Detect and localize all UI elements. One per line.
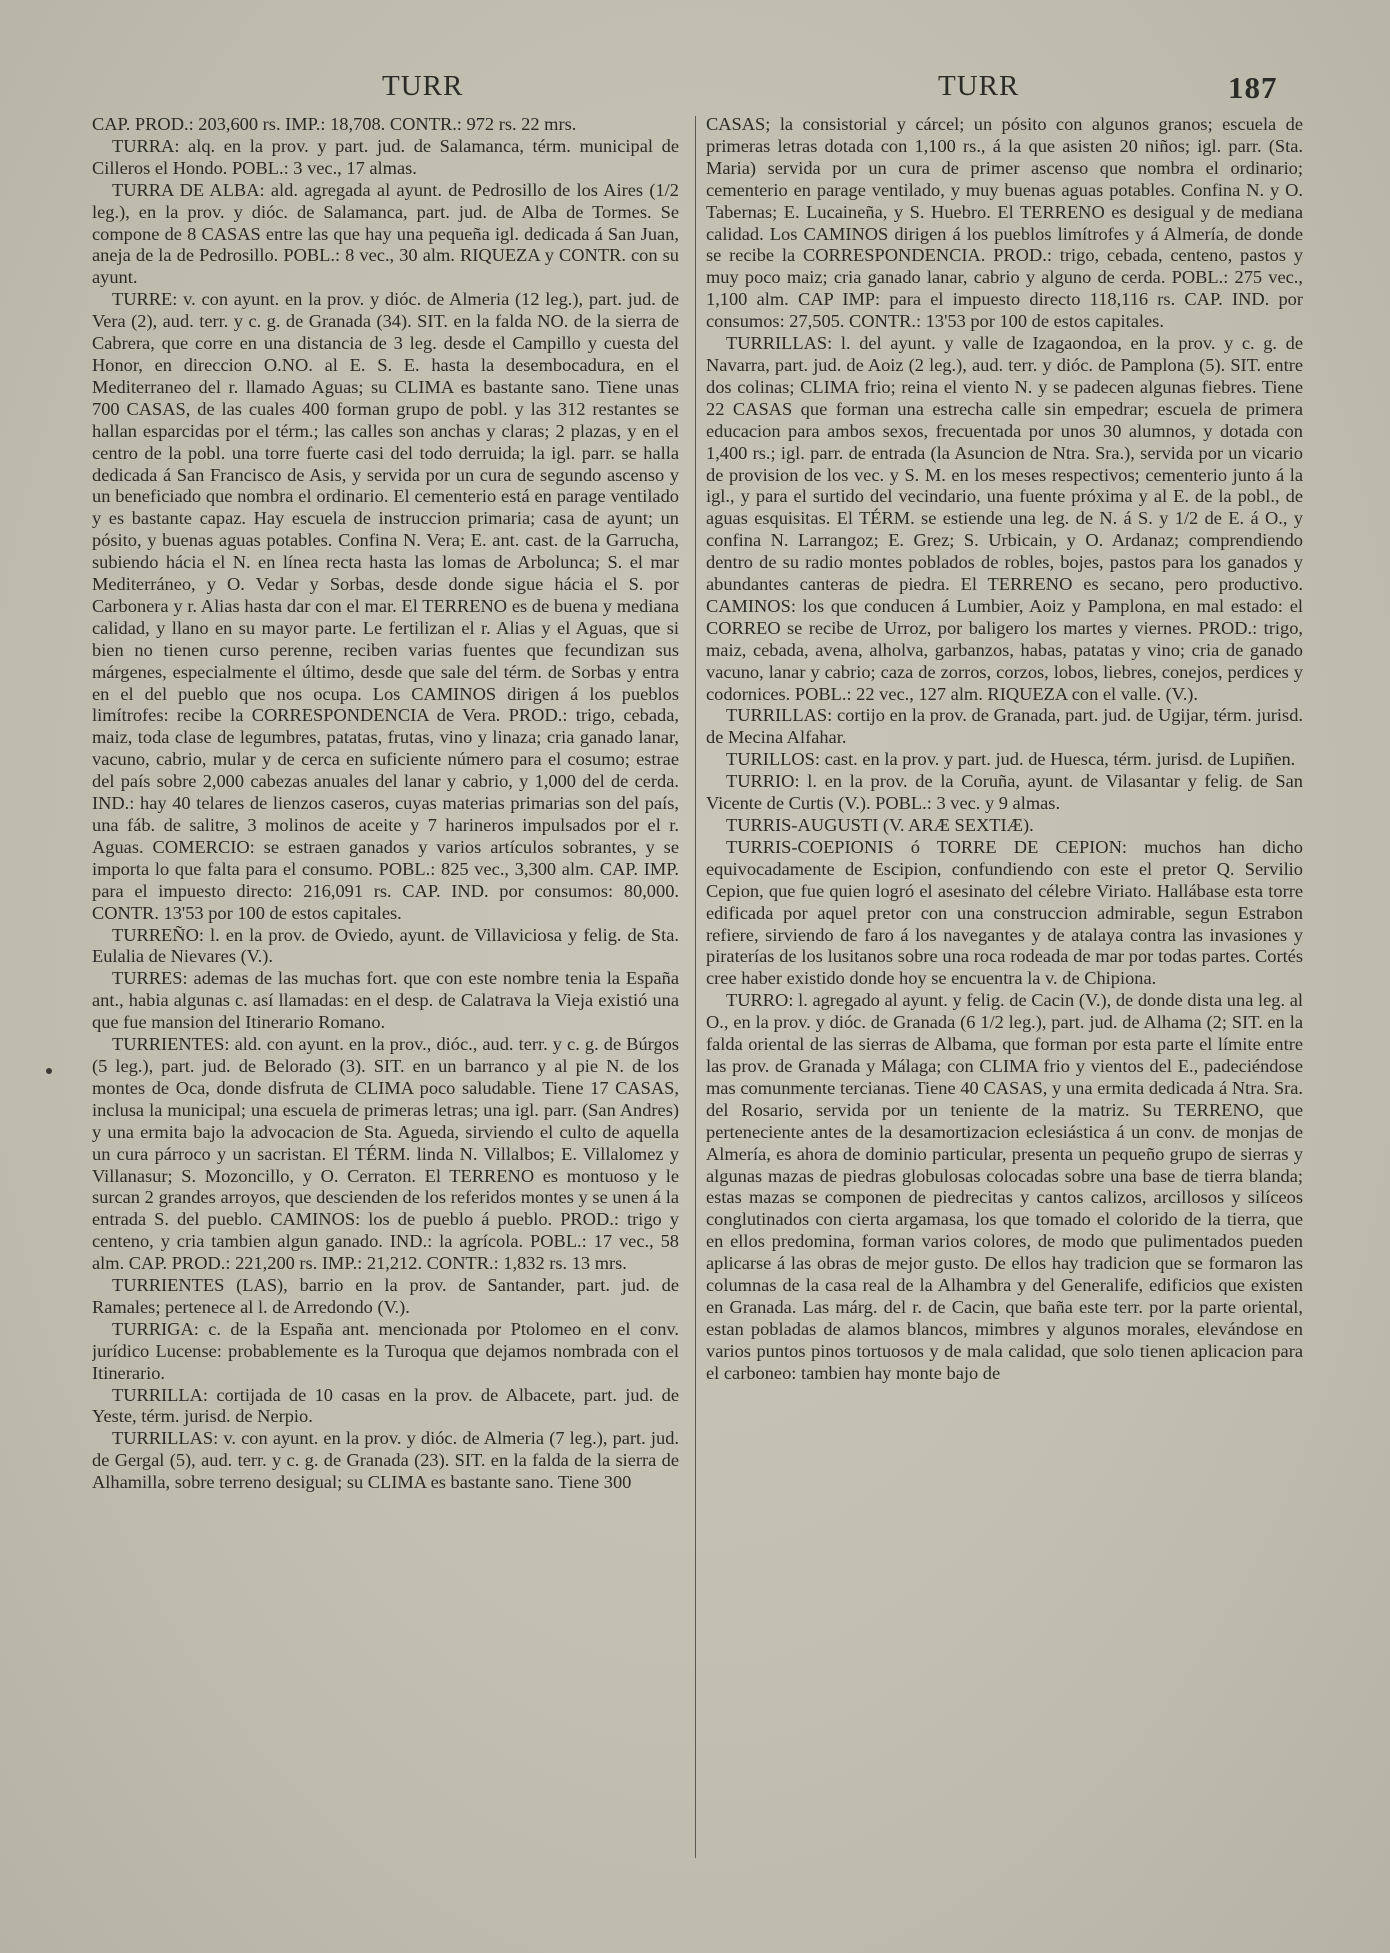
page-number: 187 (1228, 70, 1278, 105)
column-divider (695, 116, 696, 1858)
entry-turre: TURRE: v. con ayunt. en la prov. y dióc. de Almeria (12 leg.), part. jud. de Vera (2), aud. terr. y c. g. de Granada (34). SIT. en la falda NO. de la sierra de Cabrera, que corre en una distancia de 3 leg. desde el Campillo y cuesta del Honor, en direccion O.NO. al E. S. E. hasta la desembocadura, en el Mediterraneo del r. llamado Aguas; su CLIMA es bastante sano. Tiene unas 700 CASAS, de las cuales 400 forman grupo de pobl. y las 312 restantes se hallan esparcidas por el térm.; las calles son anchas y claras; 2 plazas, y en el centro de la pobl. una torre fuerte casi del todo derruida; la igl. parr. se halla dedicada á San Francisco de Asis, y servida por un cura de segundo ascenso y un beneficiado que nombra el ordinario. El cementerio está en parage ventilado y es bastante capaz. Hay escuela de instruccion primaria; casa de ayunt; un pósito, y buenas aguas potables. Confina N. Vera; E. ant. cast. de la Garrucha, subiendo hácia el N. en línea recta hasta las lomas de Arbolunca; S. el mar Mediterráneo, y O. Vedar y Sorbas, desde donde sigue hácia el S. por Carbonera y r. Alias hasta dar con el mar. El TERRENO es de buena y mediana calidad, y llano en su mayor parte. Le fertilizan el r. Alias y el Aguas, que si bien no tienen curso perenne, reciben varias fuentes que fecundizan sus márgenes, especialmente el último, desde que sale del térm. de Sorbas y entra en el del pueblo que nos ocupa. Los CAMINOS dirigen á los pueblos limítrofes: recibe la CORRESPONDENCIA de Vera. PROD.: trigo, cebada, maiz, toda clase de legumbres, patatas, frutas, vino y linaza; cria ganado lanar, vacuno, cabrio, mular y de cerca en suficiente número para el cosumo; estrae del país sobre 2,000 cabezas anuales del lanar y cabrio, y 1,000 del de cerda. IND.: hay 40 telares de lienzos caseros, cuyas materias primarias son del país, una fáb. de salitre, 3 molinos de aceite y 7 harineros impulsados por el r. Aguas. COMERCIO: se estraen ganados y varios artículos sobrantes, y se importa lo que falta para el consumo. POBL.: 825 vec., 3,300 alm. CAP. IMP. para el impuesto directo: 216,091 rs. CAP. IND. por consumos: 80,000. CONTR. 13'53 por 100 de estos capitales. (92, 289, 679, 923)
right-column (706, 114, 1303, 1864)
entry-turrientes-las: TURRIENTES (LAS), barrio en la prov. de Santander, part. jud. de Ramales; pertenece al l. de Arredondo (V.). (92, 1275, 679, 1317)
entry-turrillas-granada: TURRILLAS: cortijo en la prov. de Granada, part. jud. de Ugijar, térm. jurisd. de Mecina Alfahar. (706, 705, 1303, 748)
entry-continuation: CASAS; la consistorial y cárcel; un pósito con algunos granos; escuela de primeras letras dotada con 1,100 rs., á la que asisten 20 niños; igl. parr. (Sta. Maria) servida por un cura de primer ascenso que nombra el ordinario; cementerio en parage ventilado, y muy buenas aguas potables. Confina N. y O. Tabernas; E. Lucaineña, y S. Huebro. El TERRENO es desigual y de mediana calidad. Los CAMINOS dirigen á los pueblos limítrofes y á Almería, de donde se recibe la CORRESPONDENCIA. PROD.: trigo, cebada, centeno, pastos y muy poco maiz; cria ganado lanar, cabrio y alguno de cerda. POBL.: 275 vec., 1,100 alm. CAP IMP: para el impuesto directo 118,116 rs. CAP. IND. por consumos: 27,505. CONTR.: 13'53 por 100 de estos capitales. (706, 114, 1303, 332)
entry-turillos: TURILLOS: cast. en la prov. y part. jud. de Huesca, térm. jurisd. de Lupiñen. (726, 749, 1296, 770)
entry-continuation: CAP. PROD.: 203,600 rs. IMP.: 18,708. CONTR.: 972 rs. 22 mrs. (92, 114, 577, 134)
running-head (0, 70, 1390, 110)
entry-turrillas-navarra: TURRILLAS: l. del ayunt. y valle de Izagaondoa, en la prov. y c. g. de Navarra, part. jud. de Aoiz (2 leg.), aud. terr. y dióc. de Pamplona (5). SIT. entre dos colinas; CLIMA frio; reina el viento N. y se padecen algunas fiebres. Tiene 22 CASAS que forman una estrecha calle sin empedrar; escuela de primera educacion para ambos sexos, frecuentada por unos 30 alumnos, y dotada con 1,400 rs.; igl. parr. de entrada (la Asuncion de Ntra. Sra.), servida por un vicario de provision de los vec. y S. M. en los meses respectivos; cementerio junto á la igl., y para el surtido del vecindario, una fuente próxima y al E. de la pobl., de aguas esquisitas. El TÉRM. se estiende una leg. de N. á S. y 1/2 de E. á O., y confina N. Larrangoz; E. Grez; S. Urbicain, y O. Ardanaz; comprendiendo dentro de su radio montes poblados de robles, bojes, pastos para los ganados y abundantes canteras de piedra. El TERRENO es secano, pero productivo. CAMINOS: los que conducen á Lumbier, Aoiz y Pamplona, en mal estado: el CORREO se recibe de Urroz, por baligero los martes y viernes. PROD.: trigo, maiz, cebada, avena, alholva, garbanzos, habas, patatas y vino; cria de ganado vacuno, lanar y cabrio; caza de zorros, corzos, lobos, liebres, conejos, perdices y codornices. POBL.: 22 vec., 127 alm. RIQUEZA con el valle. (V.). (706, 333, 1303, 704)
entry-turris-coepionis: TURRIS-COEPIONIS ó TORRE DE CEPION: muchos han dicho equivocadamente de Escipion, confundiendo con este el pretor Q. Servilio Cepion, que fue quien logró el asesinato del célebre Viriato. Hallábase esta torre edificada por aquel pretor con una construccion admirable, segun Estrabon refiere, sirviendo de faro á los navegantes y de atalaya contra las invasiones y piraterías de los lusitanos sobre una roca rodeada de mar por todas partes. Cortés cree haber existido donde hoy se encuentra la v. de Chipiona. (706, 836, 1303, 989)
entry-turris-augusti: TURRIS-AUGUSTI (V. ARÆ SEXTIÆ). (726, 815, 1034, 835)
entry-turrio: TURRIO: l. en la prov. de la Coruña, ayunt. de Vilasantar y felig. de San Vicente de Curtis (V.). POBL.: 3 vec. y 9 almas. (706, 771, 1303, 814)
entry-turra: TURRA: alq. en la prov. y part. jud. de Salamanca, térm. municipal de Cilleros el Hondo. POBL.: 3 vec., 17 almas. (92, 135, 679, 178)
entry-turrientes: TURRIENTES: ald. con ayunt. en la prov., dióc., aud. terr. y c. g. de Búrgos (5 leg.), part. jud. de Belorado (3). SIT. en un barranco y al pie N. de los montes de Oca, donde disfruta de CLIMA poco saludable. Tiene 17 CASAS, inclusa la municipal; una escuela de primeras letras; una igl. parr. (San Andres) y una ermita bajo la advocacion de Sta. Agueda, sirviendo el culto de aquella un cura párroco y un sacristan. El TÉRM. linda N. Villalbos; E. Villalomez y Villanasur; S. Mozoncillo, y O. Cerraton. El TERRENO es montuoso y le surcan 2 grandes arroyos, que descienden de los referidos montes y se unen á la entrada S. del pueblo. CAMINOS: los de pueblo á pueblo. PROD.: trigo y centeno, y cria tambien algun ganado. IND.: la agrícola. POBL.: 17 vec., 58 alm. CAP. PROD.: 221,200 rs. IMP.: 21,212. CONTR.: 1,832 rs. 13 mrs. (92, 1034, 679, 1274)
entry-turreno: TURREÑO: l. en la prov. de Oviedo, ayunt. de Villaviciosa y felig. de Sta. Eulalia de Nievares (V.). (92, 924, 679, 967)
entry-turrillas-almeria: TURRILLAS: v. con ayunt. en la prov. y dióc. de Almeria (7 leg.), part. jud. de Gergal (5), aud. terr. y c. g. de Granada (23). SIT. en la falda de la sierra de Alhamilla, sobre terreno desigual; su CLIMA es bastante sano. Tiene 300 (92, 1428, 679, 1493)
running-head-right: TURR (938, 70, 1020, 102)
entry-turriga: TURRIGA: c. de la España ant. mencionada por Ptolomeo en el conv. jurídico Lucense: probablemente es la Turoqua que dejamos nombrada con el Itinerario. (92, 1318, 679, 1383)
left-column (92, 114, 679, 1864)
entry-turres: TURRES: ademas de las muchas fort. que con este nombre tenia la España ant., habia algunas c. así llamadas: en el desp. de Calatrava la Vieja existió una que fue mansion del Itinerario Romano. (92, 968, 679, 1033)
entry-turro: TURRO: l. agregado al ayunt. y felig. de Cacin (V.), de donde dista una leg. al O., en la prov. y dióc. de Granada (6 1/2 leg.), part. jud. de Alhama (2; SIT. en la falda oriental de las sierras de Albama, que forman por esta parte el límite entre las prov. de Granada y Málaga; con CLIMA frio y vientos del E., padeciéndose mas comunmente tercianas. Tiene 40 CASAS, y una ermita dedicada á Ntra. Sra. del Rosario, servida por un teniente de la matriz. Su TERRENO, que perteneciente antes de la desamortizacion eclesiástica á un conv. de monjas de Almería, es ahora de dominio particular, presenta un pequeño grupo de sierras y algunas mazas de piedras globulosas colocadas sobre una base de tierra blanda; estas mazas se componen de piedrecitas y cantos calizos, arcillosos y silíceos conglutinados con cierta argamasa, los que tomado el colorido de la tierra, que en ellos predomina, forman varios colores, de modo que pulimentados pueden aplicarse á las obras de mejor gusto. De ellos hay tradicion que se formaron las columnas de la casa real de la Alhambra y del Generalife, edificios que existen en Granada. Las márg. del r. de Cacin, que baña este terr. por la parte oriental, estan pobladas de alamos blancos, mimbres y algunos morales, elevándose en varios puntos pinos tortuosos y de mala calidad, que solo tienen aplicacion para el carboneo: tambien hay monte bajo de (706, 990, 1303, 1383)
entry-turrilla: TURRILLA: cortijada de 10 casas en la prov. de Albacete, part. jud. de Yeste, térm. jurisd. de Nerpio. (92, 1384, 679, 1427)
ink-spot (46, 1068, 52, 1074)
entry-turra-de-alba: TURRA DE ALBA: ald. agregada al ayunt. de Pedrosillo de los Aires (1/2 leg.), en la prov. y dióc. de Salamanca, part. jud. de Alba de Tormes. Se compone de 8 CASAS entre las que hay una pequeña igl. dedicada á San Juan, aneja de la de Pedrosillo. POBL.: 8 vec., 30 alm. RIQUEZA y CONTR. con su ayunt. (92, 179, 679, 288)
running-head-left: TURR (382, 70, 464, 102)
